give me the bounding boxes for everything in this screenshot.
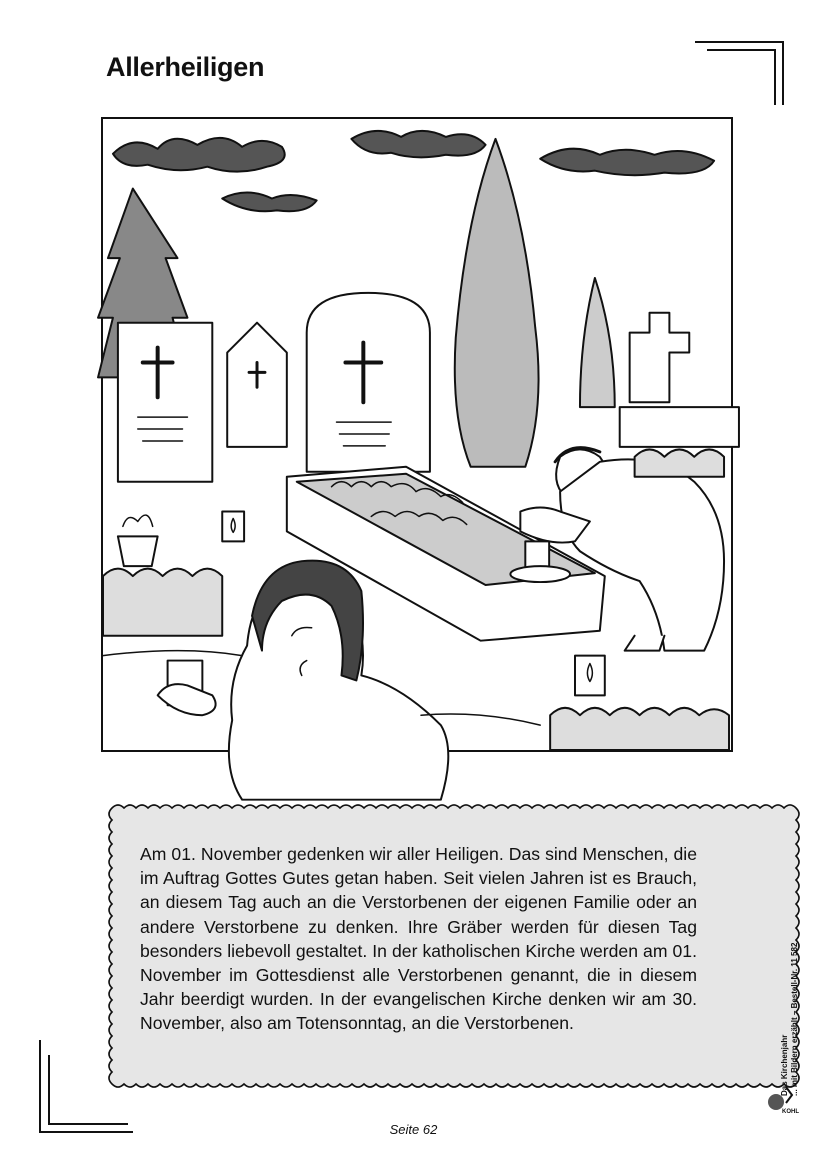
corner-ornament-bottom-left (38, 1040, 133, 1135)
publisher-logo (766, 1075, 799, 1115)
page-title: Allerheiligen (106, 52, 265, 82)
corner-ornament-top-right (695, 40, 785, 105)
publisher-name: KOHL (782, 1109, 799, 1115)
series-credit (780, 836, 802, 1096)
order-number: ... mit Bildern erzählt – Bestell-Nr. 11 582 (790, 942, 799, 1096)
publisher-sidebar (766, 850, 816, 1115)
series-title: Das Kirchenjahr (780, 1034, 789, 1096)
cemetery-illustration (101, 117, 733, 752)
info-text-box (100, 800, 740, 1090)
info-paragraph: Am 01. November gedenken wir aller Heiligen. Das sind Menschen, die im Auftrag Gottes Gutes getan haben. Seit vielen Jahren ist es Brauch, an diesem Tag auch an die Verstorbenen der eigenen Familie oder an andere Verstorbene zu denken. Ihre Gräber werden für diesen Tag besonders liebevoll gestaltet. In der katholischen Kirche werden am 01. November im Gottesdienst alle Verstorbenen genannt, die in diesem Jahr beerdigt wurden. In der evangelischen Kirche denken wir am 30. November, also am Totensonntag, an die Verstorbenen. (140, 844, 697, 1034)
page-number: Seite 62 (389, 1122, 438, 1137)
